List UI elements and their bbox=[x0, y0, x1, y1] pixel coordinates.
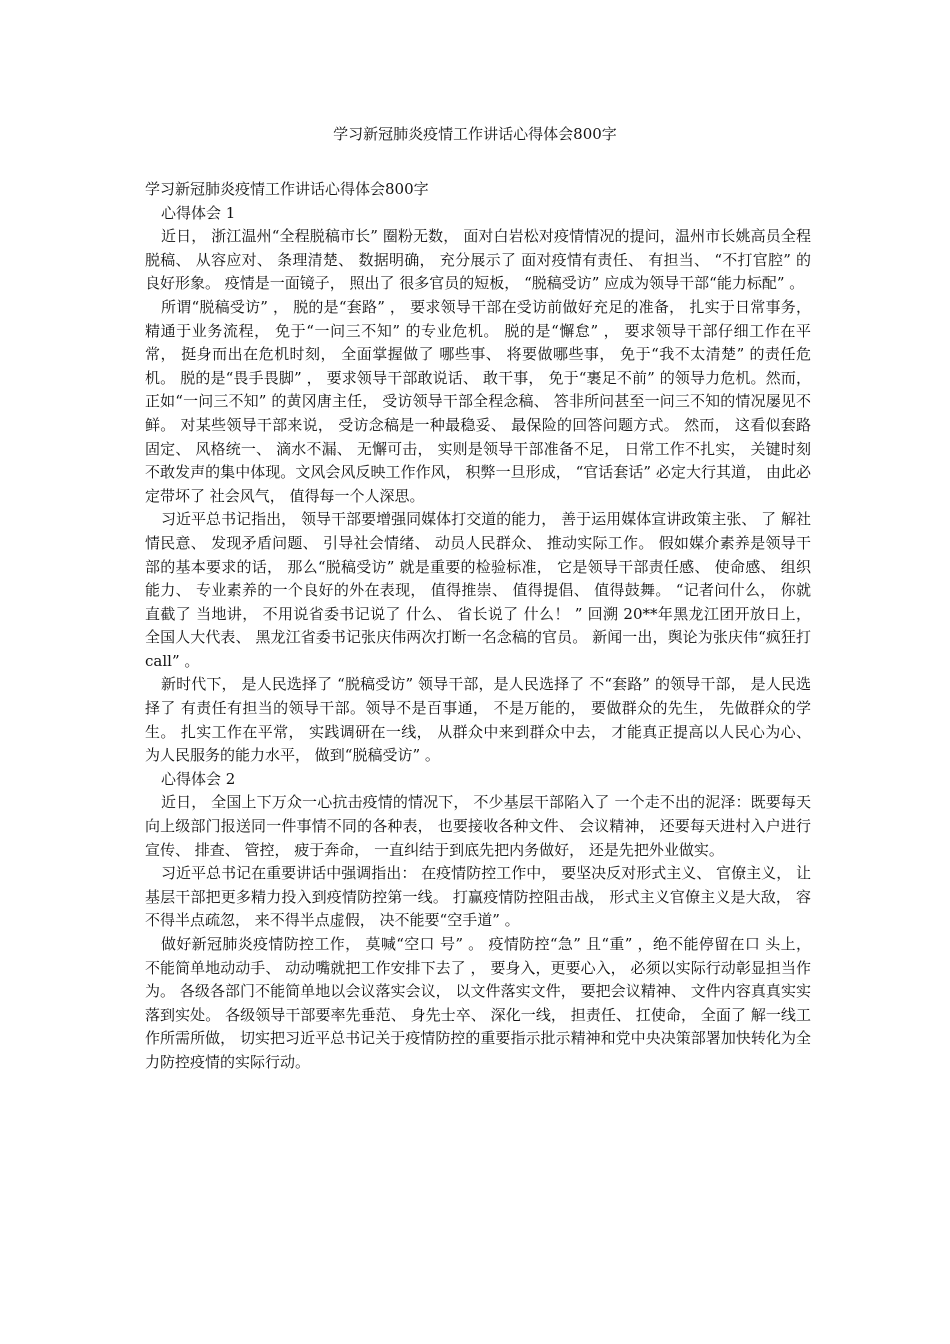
paragraph: 习近平总书记指出， 领导干部要增强同媒体打交道的能力， 善于运用媒体宣讲政策主张、 了 解社情民意、 发现矛盾问题、 引导社会情绪、 动员人民群众、 推动实际工作。 假如媒介素养是领导干部的基本要求的话， 那么“脱稿受访” 就是重要的检验标准， 它是领导干部责任感、 使命感、 组织能力、 专业素养的一个良好的外在表现， 值得推崇、 值得提倡、 值得鼓舞。 “记者问什么， 你就直截了 当地讲， 不用说省委书记说了 什么、 省长说了 什么！ ” 回溯 20**年黑龙江团开放日上， 全国人大代表、 黑龙江省委书记张庆伟两次打断一名念稿的官员。 新闻一出，舆论为张庆伟“疯狂打 call” 。 bbox=[145, 510, 812, 670]
document-heading: 学习新冠肺炎疫情工作讲话心得体会800字 bbox=[145, 180, 429, 198]
paragraph: 新时代下， 是人民选择了 “脱稿受访” 领导干部，是人民选择了 不“套路” 的领导干部， 是人民选择了 有责任有担当的领导干部。领导不是百事通， 不是万能的， 要做群众的先生， 先做群众的学生。 扎实工作在平常， 实践调研在一线， 从群众中来到群众中去， 才能真正提高以人民心为心、 为人民服务的能力水平， 做到“脱稿受访” 。 bbox=[145, 675, 811, 765]
paragraph: 习近平总书记在重要讲话中强调指出： 在疫情防控工作中， 要坚决反对形式主义、 官僚主义， 让基层干部把更多精力投入到疫情防控第一线。 打赢疫情防控阻击战， 形式主义官僚主义是大敌， 容不得半点疏忽， 来不得半点虚假， 决不能要“空手道” 。 bbox=[145, 864, 811, 930]
paragraph: 近日， 全国上下万众一心抗击疫情的情况下， 不少基层干部陷入了 一个走不出的泥泽：既要每天向上级部门报送同一件事情不同的各种表， 也要接收各种文件、 会议精神， 还要每天进村入户进行宣传、 排查、 管控， 疲于奔命， 一直纠结于到底先把内务做好， 还是先把外业做实。 bbox=[145, 793, 811, 859]
paragraph: 近日， 浙江温州“全程脱稿市长” 圈粉无数， 面对白岩松对疫情情况的提问，温州市长姚高员全程脱稿、 从容应对、 条理清楚、 数据明确， 充分展示了 面对疫情有责任、 有担当、 “不打官腔” 的良好形象。 疫情是一面镜子， 照出了 很多官员的短板， “脱稿受访” 应成为领导干部“能力标配” 。 bbox=[145, 227, 811, 293]
paragraph: 做好新冠肺炎疫情防控工作， 莫喊“空口 号” 。 疫情防控“急” 且“重” ，绝不能停留在口 头上， 不能简单地动动手、 动动嘴就把工作安排下去了 ， 要身入，更要心入， 必须以实际行动彰显担当作为。 各级各部门不能简单地以会议落实会议， 以文件落实文件， 要把会议精神、 文件内容真真实实落到实处。 各级领导干部要率先垂范、 身先士卒、 深化一线， 担责任、 扛使命， 全面了 解一线工作所需所做， 切实把习近平总书记关于疫情防控的重要指示批示精神和党中央决策部署加快转化为全力防控疫情的实际行动。 bbox=[145, 935, 811, 1071]
section-label-2: 心得体会 2 bbox=[161, 769, 236, 788]
document-title: 学习新冠肺炎疫情工作讲话心得体会800字 bbox=[333, 125, 617, 143]
section-label-1: 心得体会 1 bbox=[161, 203, 236, 222]
paragraph: 所谓“脱稿受访” ， 脱的是“套路” ， 要求领导干部在受访前做好充足的准备， 扎实于日常事务， 精通于业务流程， 免于“一问三不知” 的专业危机。 脱的是“懈怠” ， 要求领导干部仔细工作在平常， 挺身而出在危机时刻， 全面掌握做了 哪些事、 将要做哪些事， 免于“我不太清楚” 的责任危机。 脱的是“畏手畏脚” ， 要求领导干部敢说话、 敢干事， 免于“裹足不前” 的领导力危机。然而， 正如“一问三不知” 的黄冈唐主任， 受访领导干部全程念稿、 答非所问甚至一问三不知的情况屡见不鲜。 对某些领导干部来说， 受访念稿是一种最稳妥、 最保险的回答问题方式。 然而， 这看似套路固定、 风格统一、 滴水不漏、 无懈可击， 实则是领导干部准备不足， 日常工作不扎实， 关键时刻不敢发声的集中体现。文风会风反映工作作风， 积弊一旦形成， “官话套话” 必定大行其道， 由此必定带坏了 社会风气， 值得每一个人深思。 bbox=[145, 297, 811, 505]
document-body bbox=[145, 178, 811, 1075]
